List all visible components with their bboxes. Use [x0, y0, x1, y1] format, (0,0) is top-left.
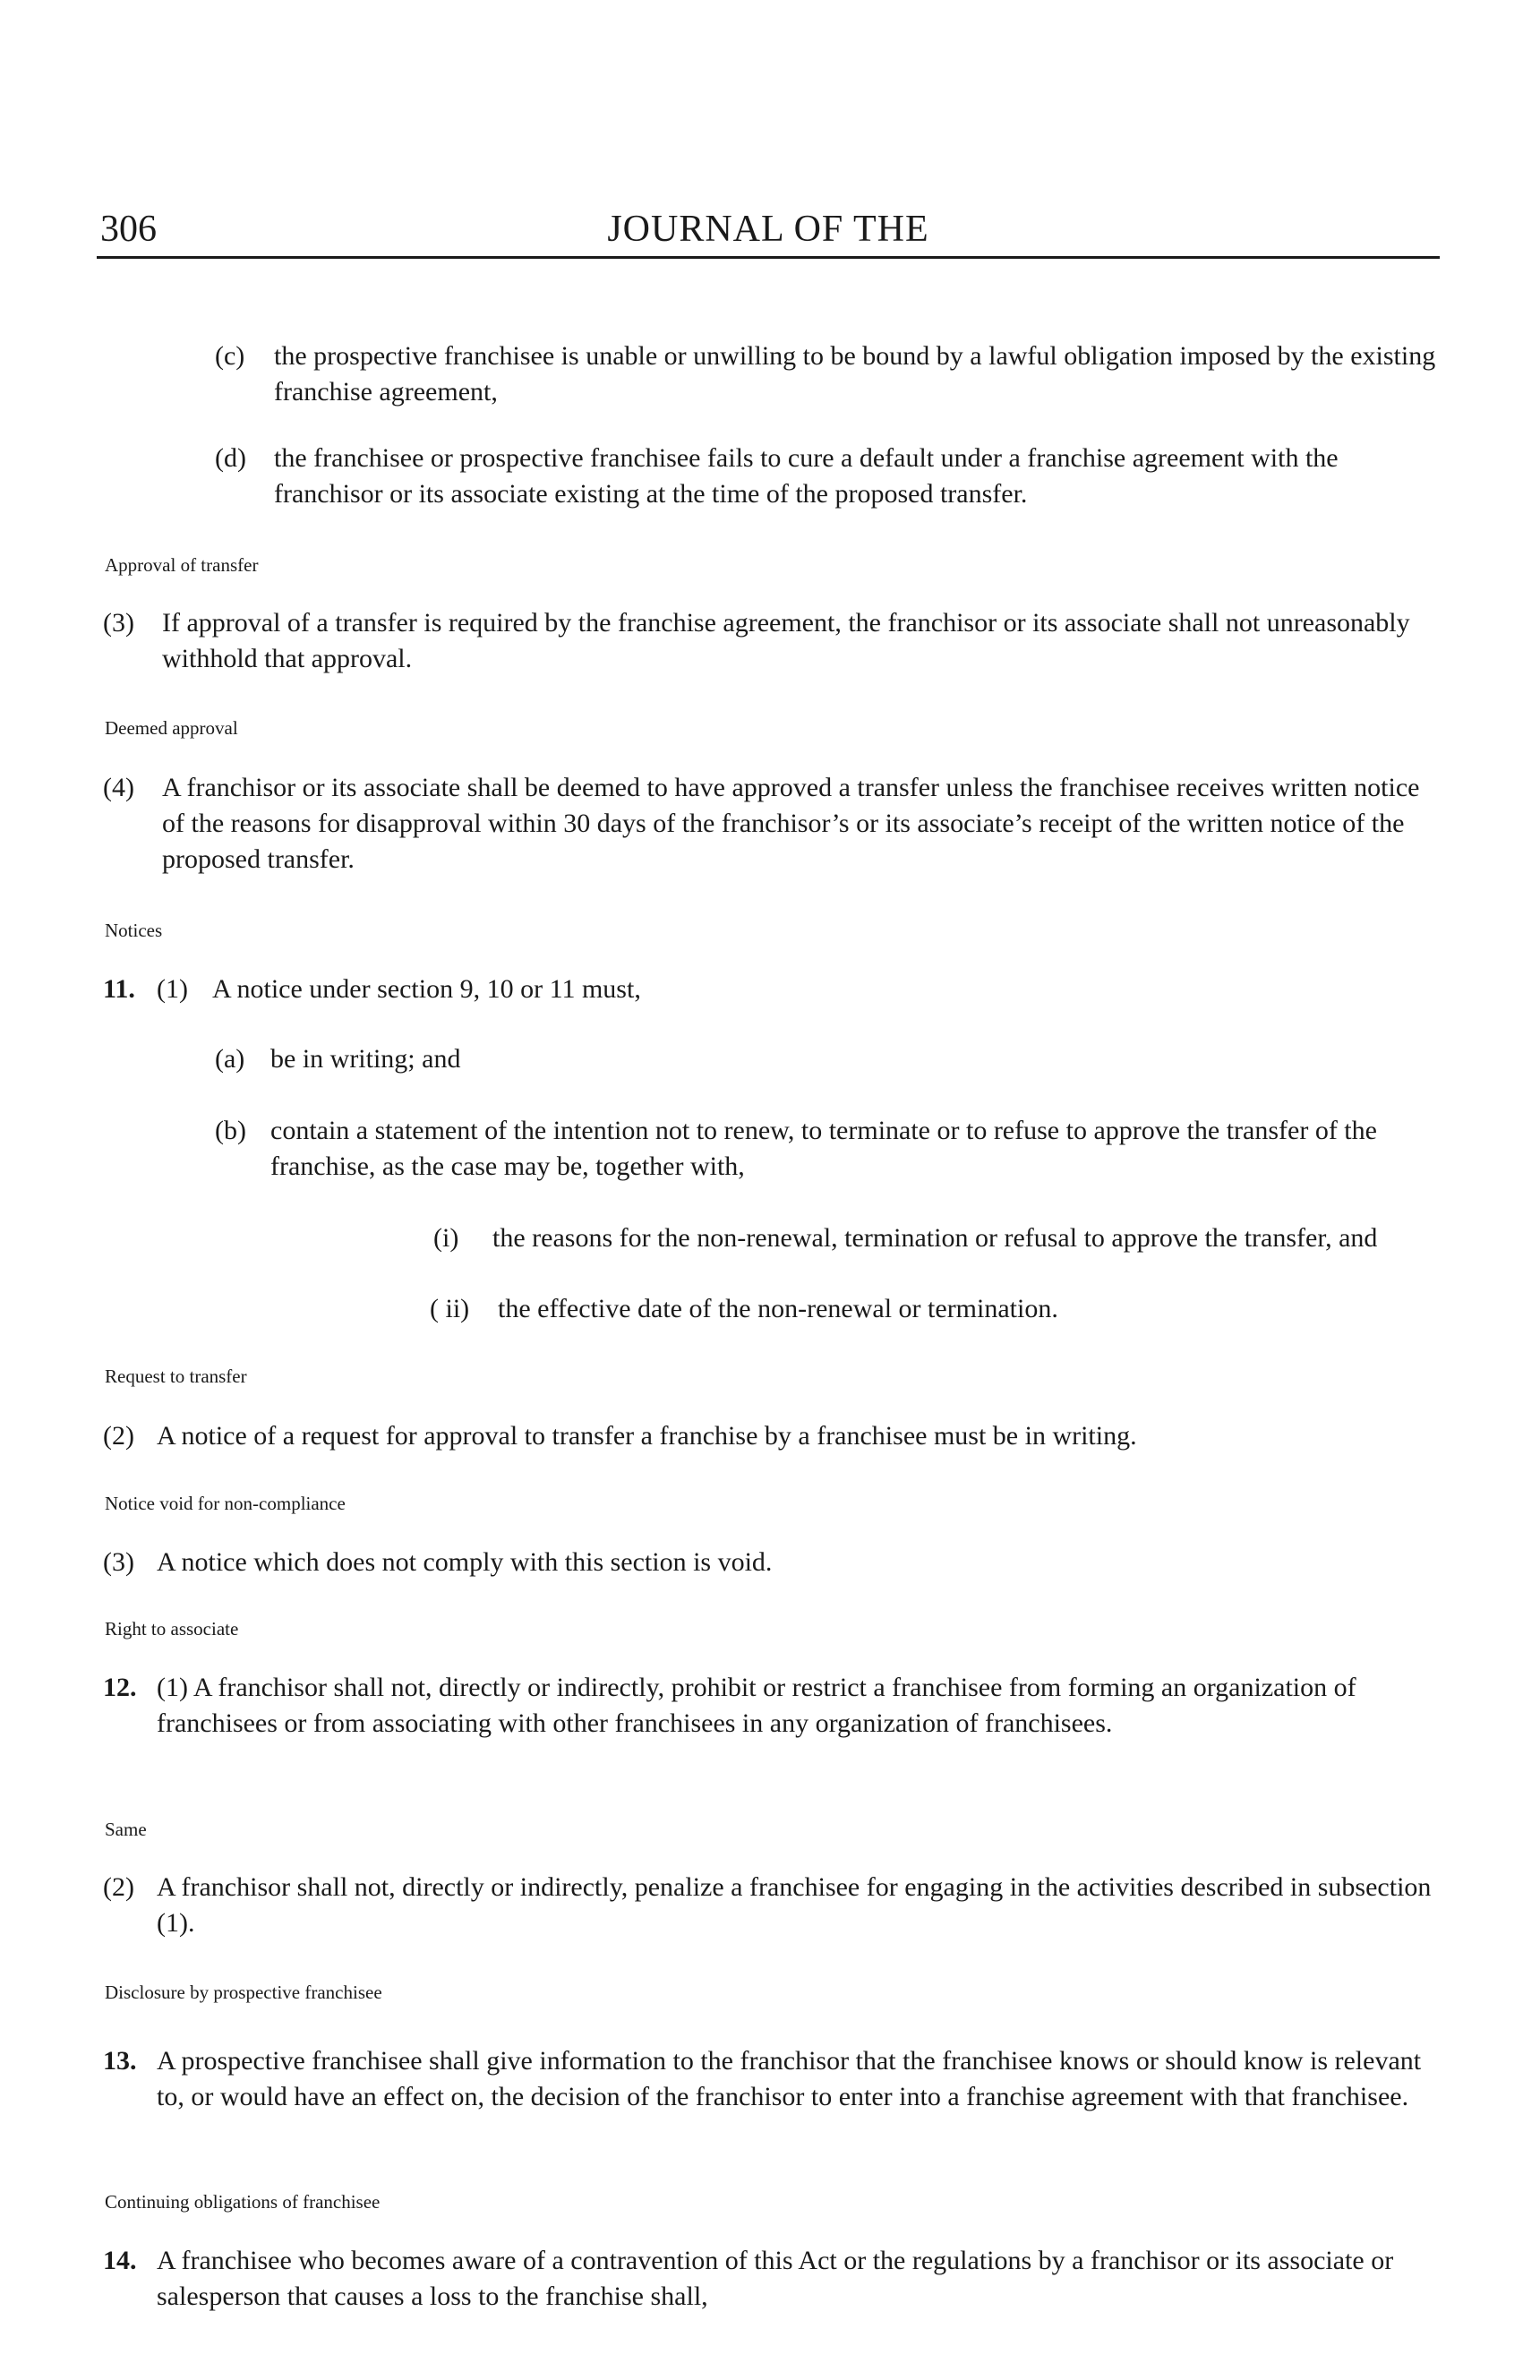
subclause-ii [430, 1291, 1442, 1327]
page-number: 306 [100, 209, 157, 250]
subsection-12-2 [103, 1870, 1442, 1941]
section-text: A prospective franchisee shall give information to the franchisor that the franchisee knows or should know is relevant to, or would have an effect on, the decision of the franchisor to enter into a franchise agreement with that franchisee. [157, 2046, 1422, 2111]
section-number: 11. [103, 974, 135, 1004]
subclause-text: the effective date of the non-renewal or termination. [498, 1294, 1058, 1323]
subsection-text: A notice of a request for approval to transfer a franchise by a franchisee must be in writing. [157, 1421, 1137, 1451]
subsection-label: (1) [157, 974, 188, 1004]
subsection-label: (2) [103, 1421, 134, 1451]
marginal-note: Same [105, 1819, 147, 1840]
section-number: 14. [103, 2246, 137, 2275]
page-header [97, 204, 1440, 259]
clause-a [215, 1041, 1442, 1077]
clause-label: (b) [215, 1116, 246, 1145]
subclause-text: the reasons for the non-renewal, termination or refusal to approve the transfer, and [492, 1223, 1378, 1253]
subsection-label: (4) [103, 773, 134, 802]
subclause-label: (i) [433, 1223, 459, 1253]
section-body: A franchisor shall not, directly or indirectly, prohibit or restrict a franchisee from forming an organization of franchisees or from associating with other franchisees in any organization of franchisees. [157, 1673, 1356, 1738]
clause-label: (c) [215, 341, 245, 371]
subsection-4 [103, 770, 1442, 878]
clause-text: the prospective franchisee is unable or unwilling to be bound by a lawful obligation imposed by the existing franchise agreement, [274, 341, 1436, 407]
section-text: A franchisee who becomes aware of a contravention of this Act or the regulations by a franchisor or its associate or salesperson that causes a loss to the franchise shall, [157, 2246, 1394, 2311]
clause-label: (a) [215, 1044, 245, 1074]
section-number: 13. [103, 2046, 137, 2076]
marginal-note: Request to transfer [105, 1366, 247, 1387]
subsection-label: (3) [103, 1547, 134, 1577]
subsection-label: (1) [157, 1673, 188, 1702]
marginal-note: Notices [105, 920, 163, 941]
subclause-label: ( ii) [430, 1294, 470, 1323]
clause-d [215, 441, 1442, 512]
section-text: A notice under section 9, 10 or 11 must, [212, 974, 641, 1004]
subsection-label: (2) [103, 1872, 134, 1902]
subsection-2 [103, 1418, 1442, 1454]
section-11 [103, 972, 1442, 1007]
clause-label: (d) [215, 443, 246, 473]
subsection-text: A franchisor shall not, directly or indirectly, penalize a franchisee for engaging in the activities described in subsection (1). [157, 1872, 1432, 1938]
section-13 [103, 2043, 1442, 2151]
clause-text: the franchisee or prospective franchisee fails to cure a default under a franchise agreement with the franchisor or its associate existing at the time of the proposed transfer. [274, 443, 1339, 509]
clause-text: contain a statement of the intention not to renew, to terminate or to refuse to approve the transfer of the franchise, as the case may be, together with, [270, 1116, 1377, 1181]
running-head: JOURNAL OF THE [607, 209, 929, 250]
clause-c [215, 338, 1442, 410]
section-12 [103, 1670, 1442, 1777]
subsection-text: A notice which does not comply with this section is void. [157, 1547, 773, 1577]
section-text [157, 1670, 1442, 1742]
section-14 [103, 2243, 1442, 2315]
marginal-note: Right to associate [105, 1618, 239, 1639]
subsection-3-void [103, 1545, 1442, 1580]
subsection-text: If approval of a transfer is required by the franchise agreement, the franchisor or its associate shall not unreasonably withhold that approval. [162, 608, 1410, 673]
marginal-note: Disclosure by prospective franchisee [105, 1982, 382, 2003]
subclause-i [430, 1220, 1442, 1292]
clause-text: be in writing; and [270, 1044, 461, 1074]
section-number: 12. [103, 1673, 137, 1702]
marginal-note: Approval of transfer [105, 554, 259, 576]
marginal-note: Deemed approval [105, 717, 238, 739]
clause-b [215, 1113, 1442, 1185]
subsection-text: A franchisor or its associate shall be deemed to have approved a transfer unless the franchisee receives written notice of the reasons for disapproval within 30 days of the franchisor’s or its associate’s receipt of the written notice of the proposed transfer. [162, 773, 1420, 874]
marginal-note: Continuing obligations of franchisee [105, 2191, 381, 2213]
subsection-3 [103, 605, 1442, 677]
subsection-label: (3) [103, 608, 134, 638]
marginal-note: Notice void for non-compliance [105, 1493, 346, 1514]
